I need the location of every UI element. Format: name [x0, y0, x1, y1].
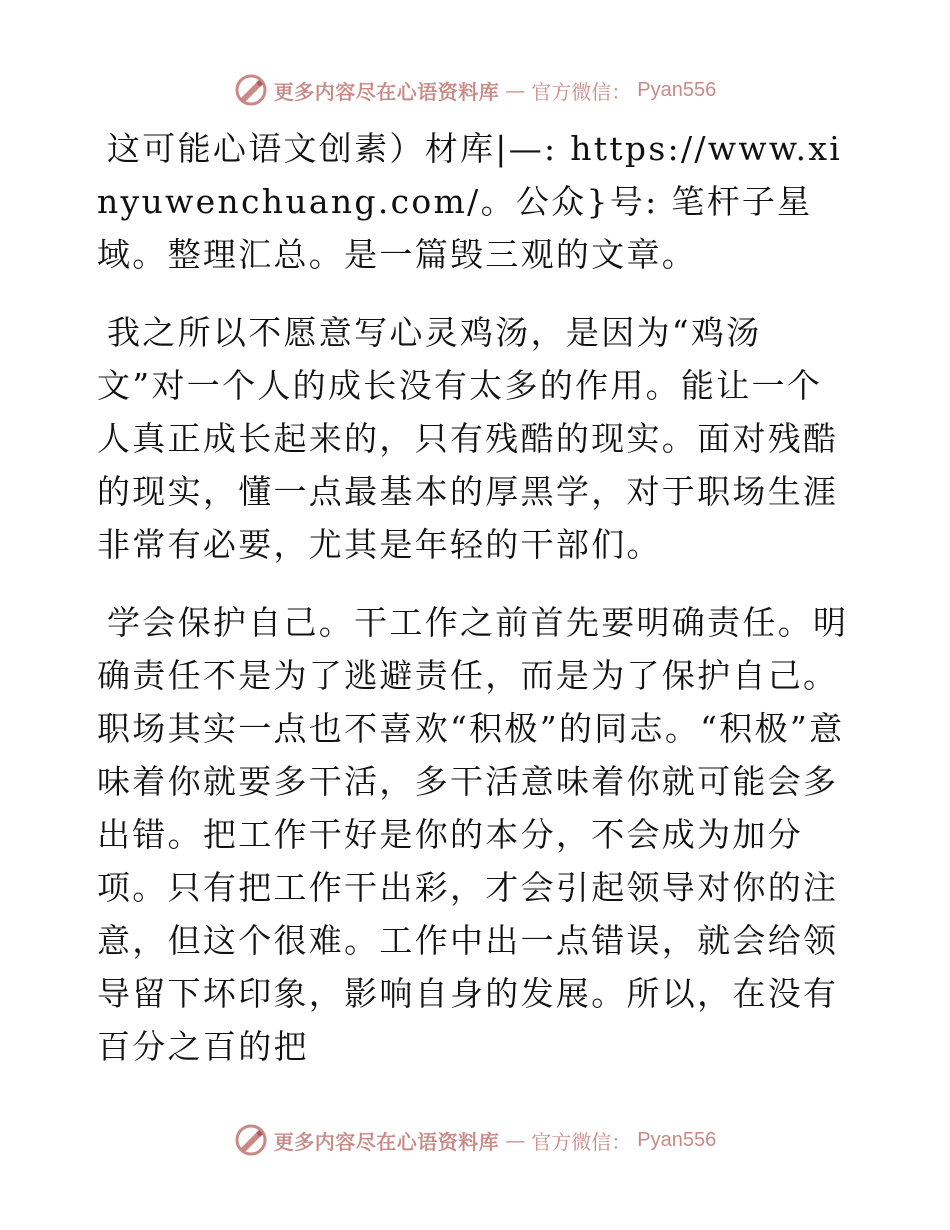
- paragraph-3-text: 学会保护自己。干工作之前首先要明确责任。明确责任不是为了逃避责任，而是为了保护自己。职场其实一点也不喜欢“积极”的同志。“积极”意味着你就要多干活，多干活意味着你就可能会多出错。把工作干好是你的本分，不会成为加分项。只有把工作干出彩，才会引起领导对你的注意，但这个很难。工作中出一点错误，就会给领导留下坏印象，影响自身的发展。所以，在没有百分之百的把: [97, 603, 849, 1066]
- footer-banner: [0, 1120, 950, 1160]
- header-banner-inner: [234, 73, 716, 107]
- paragraph-2-text: 我之所以不愿意写心灵鸡汤，是因为“鸡汤文”对一个人的成长没有太多的作用。能让一个人真正成长起来的，只有残酷的现实。面对残酷的现实，懂一点最基本的厚黑学，对于职场生涯非常有必要，尤其是年轻的干部们。: [97, 313, 839, 564]
- pen-logo-icon: [234, 73, 268, 107]
- banner-text: 更多内容尽在心语资料库: [273, 79, 500, 104]
- document-body: [97, 122, 849, 1073]
- paragraph-1-text: 这可能心语文创素）材库|—: https://www.xinyuwenchuang.com/。公众}号: 笔杆子星域。整理汇总。是一篇毁三观的文章。: [97, 129, 843, 274]
- banner-separator: —: [505, 1128, 526, 1152]
- banner-wechat-label: 官方微信：: [531, 1129, 632, 1154]
- paragraph-1: [97, 122, 849, 281]
- banner-separator: —: [505, 78, 526, 102]
- banner-wechat-id: Pyan556: [637, 1128, 717, 1151]
- footer-banner-inner: [234, 1123, 716, 1157]
- pen-logo-icon: [234, 1123, 268, 1157]
- banner-wechat-id: Pyan556: [637, 78, 717, 101]
- paragraph-3: [97, 596, 849, 1073]
- banner-wechat-label: 官方微信：: [531, 79, 632, 104]
- header-banner: [0, 70, 950, 110]
- paragraph-2: [97, 306, 849, 571]
- banner-text: 更多内容尽在心语资料库: [273, 1129, 500, 1154]
